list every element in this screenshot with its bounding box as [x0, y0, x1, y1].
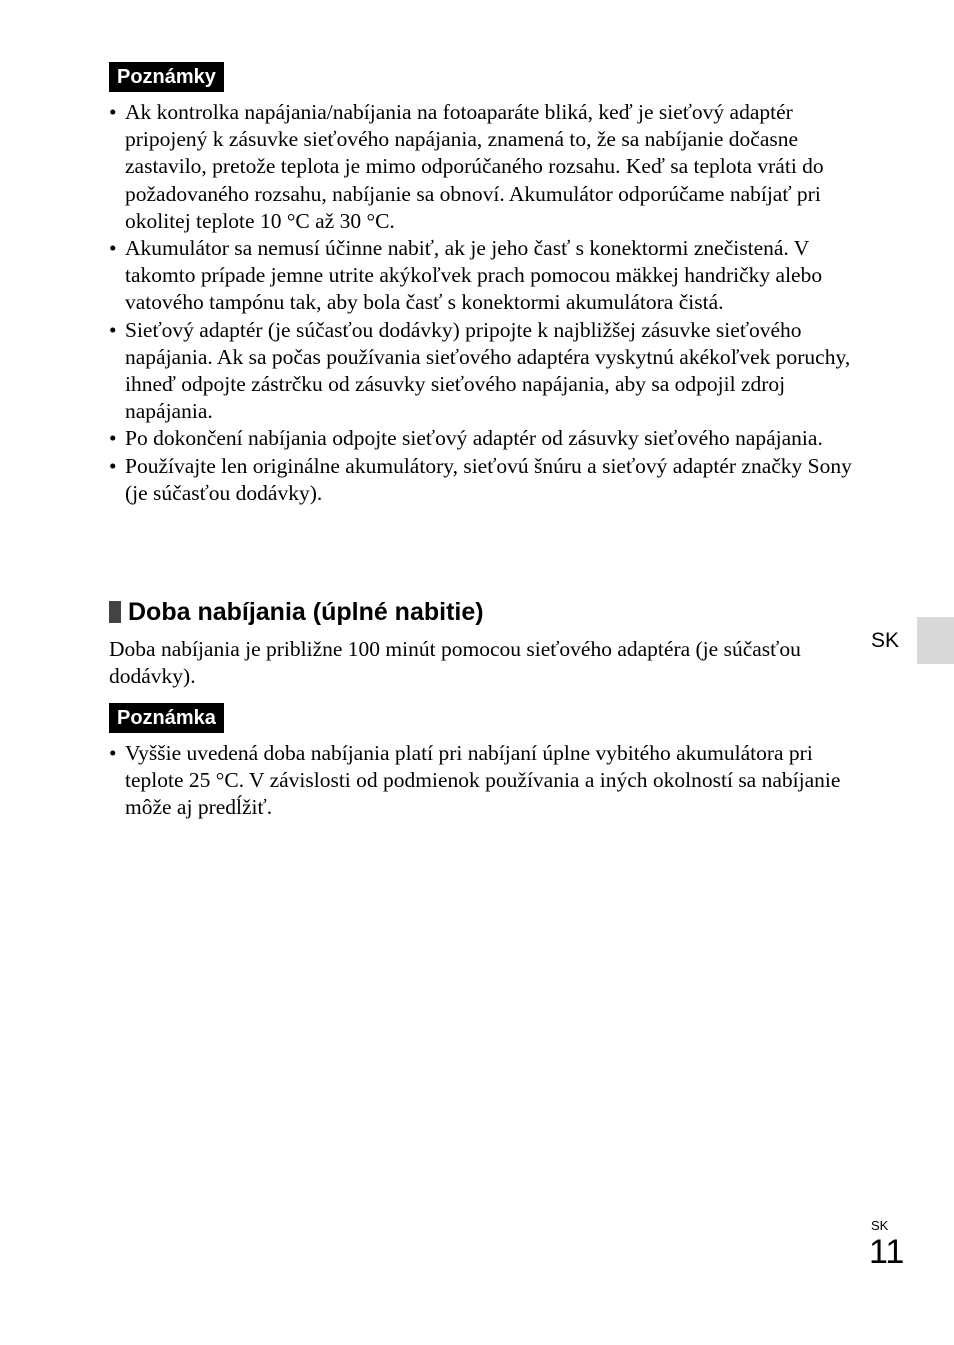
list-item: • Akumulátor sa nemusí účinne nabiť, ak je jeho časť s konektormi znečistená. V takomto prípade jemne utrite akýkoľvek prach pomocou mäkkej handričky alebo vatového tampónu tak, aby bola časť s konektormi akumulátora čistá. [109, 236, 823, 315]
footer-language: SK [871, 1218, 889, 1233]
notes-list [109, 99, 869, 507]
page-number: 11 [869, 1233, 905, 1271]
language-tab-label: SK [871, 629, 900, 652]
bullet-dot: • [109, 426, 117, 451]
list-item: • Sieťový adaptér (je súčasťou dodávky) pripojte k najbližšej zásuvke sieťového napájania. Ak sa počas používania sieťového adaptéra vyskytnú akékoľvek poruchy, ihneď odpojte zástrčku od zásuvky sieťového napájania, aby sa odpojil zdroj napájania. [109, 317, 851, 424]
bullet-dot: • [109, 100, 117, 124]
section-heading [109, 596, 484, 628]
section-marker-icon [109, 601, 121, 623]
bullet-dot: • [109, 741, 117, 765]
note-label: Poznámka [109, 703, 224, 733]
notes-label: Poznámky [109, 62, 224, 92]
list-item: • Po dokončení nabíjania odpojte sieťový adaptér od zásuvky sieťového napájania. [109, 425, 869, 452]
bullet-dot: • [109, 453, 117, 478]
bullet-dot: • [109, 317, 117, 342]
section-heading-text: Doba nabíjania (úplné nabitie) [128, 598, 484, 626]
list-item: • Ak kontrolka napájania/nabíjania na fotoaparáte bliká, keď je sieťový adaptér pripojený k zásuvke sieťového napájania, znamená to, že sa nabíjanie dočasne zastavilo, pretože teplota je mimo odporúčaného rozsahu. Keď sa teplota vráti do požadovaného rozsahu, nabíjanie sa obnoví. Akumulátor odporúčame nabíjať pri okolitej teplote 10 °C až 30 °C. [109, 100, 824, 233]
bullet-dot: • [109, 236, 117, 261]
note-list [109, 740, 869, 822]
charging-time-paragraph: Doba nabíjania je približne 100 minút pomocou sieťového adaptéra (je súčasťou dodávky). [109, 637, 801, 689]
side-tab [917, 617, 954, 664]
list-item: • Vyššie uvedená doba nabíjania platí pri nabíjaní úplne vybitého akumulátora pri teplote 25 °C. V závislosti od podmienok používania a iných okolností sa nabíjanie môže aj predĺžiť. [109, 741, 841, 820]
list-item: • Používajte len originálne akumulátory, sieťovú šnúru a sieťový adaptér značky Sony (je súčasťou dodávky). [109, 453, 852, 505]
